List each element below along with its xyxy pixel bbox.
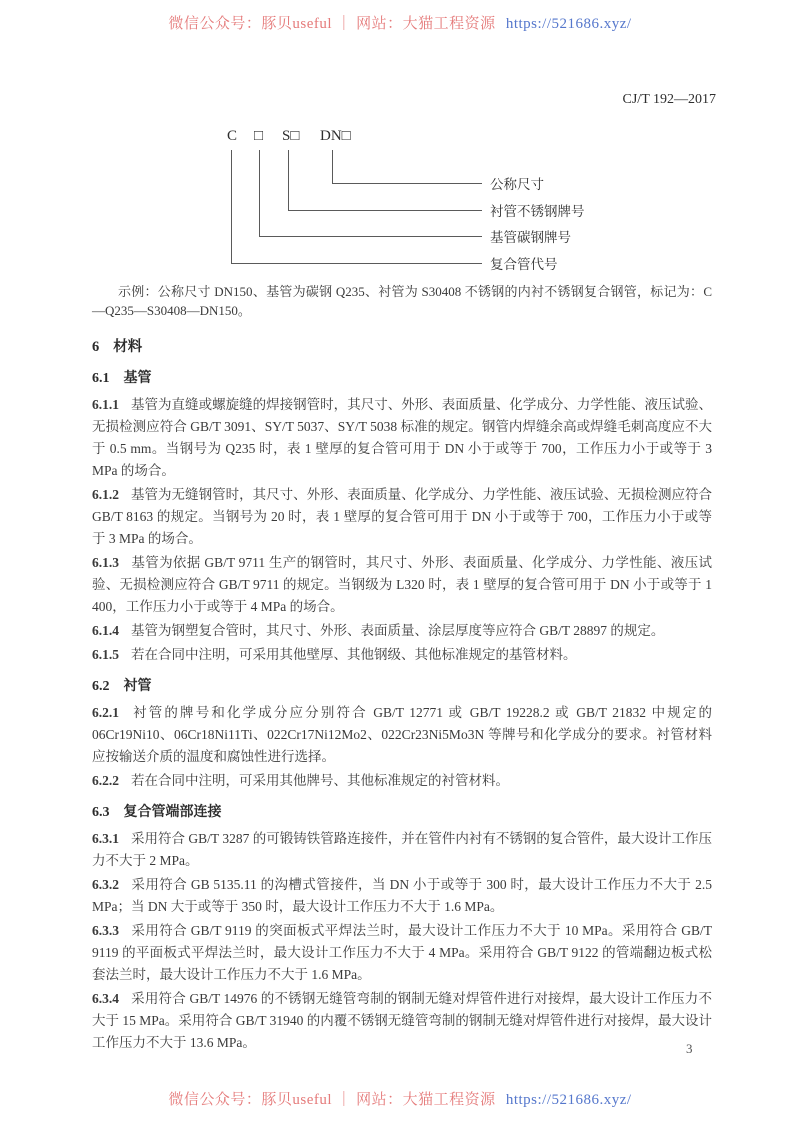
clause-text: 衬管的牌号和化学成分应分别符合 GB/T 12771 或 GB/T 19228.2 或 GB/T 21832 中规定的 06Cr19Ni10、06Cr18Ni11Ti、022Cr17Ni12Mo2、022Cr23Ni5Mo3N 等牌号和化学成分的要求。衬管材料应按输送介质的温度和腐蚀性进行选择。 <box>92 705 712 764</box>
clause-6-1-2 <box>92 484 712 550</box>
clause-text: 采用符合 GB/T 3287 的可锻铸铁管路连接件，并在管件内衬有不锈钢的复合管件，最大设计工作压力不大于 2 MPa。 <box>92 831 712 868</box>
clause-number: 6.3.4 <box>92 991 119 1006</box>
clause-6-1-3 <box>92 552 712 618</box>
clause-6-3-2 <box>92 874 712 918</box>
clause-6-3-4 <box>92 988 712 1054</box>
watermark-banner-bottom <box>0 1088 800 1109</box>
clause-6-1-5 <box>92 644 712 666</box>
watermark-text: 微信公众号：豚贝useful ｜ 网站：大猫工程资源 <box>168 16 496 32</box>
clause-number: 6.3.3 <box>92 923 119 938</box>
designation-example: 示例：公称尺寸 DN150、基管为碳钢 Q235、衬管为 S30408 不锈钢的内衬不锈钢复合钢管，标记为：C—Q235—S30408—DN150。 <box>92 284 712 318</box>
clause-6-1-1 <box>92 394 712 482</box>
clause-6-3-3 <box>92 920 712 986</box>
section-heading-6-1 <box>92 368 712 390</box>
clause-text: 采用符合 GB/T 14976 的不锈钢无缝管弯制的钢制无缝对焊管件进行对接焊，最大设计工作压力不大于 15 MPa。采用符合 GB/T 31940 的内覆不锈钢无缝管弯制的钢制无缝对焊管件进行对接焊，最大设计工作压力不大于 13.6 MPa。 <box>92 991 712 1050</box>
clause-number: 6.2.2 <box>92 773 119 788</box>
watermark-url-link[interactable]: https://521686.xyz/ <box>505 1092 632 1108</box>
designation-label: 公称尺寸 <box>490 177 544 192</box>
clause-text: 基管为钢塑复合管时，其尺寸、外形、表面质量、涂层厚度等应符合 GB/T 28897 的规定。 <box>131 623 665 638</box>
clause-number: 6.3.1 <box>92 831 119 846</box>
designation-code-part: S□ <box>282 128 300 144</box>
clause-text: 若在合同中注明，可采用其他壁厚、其他钢级、其他标准规定的基管材料。 <box>131 647 577 662</box>
document-content <box>92 124 712 1056</box>
clause-number: 6.1.5 <box>92 647 119 662</box>
designation-code-part: □ <box>254 128 264 144</box>
diagram-callout-line <box>231 150 482 264</box>
clause-6-2-1 <box>92 702 712 768</box>
clause-6-3-1 <box>92 828 712 872</box>
doc-number: CJ/T 192—2017 <box>622 92 716 107</box>
clause-number: 6.2.1 <box>92 705 119 720</box>
section-number: 6.2 <box>92 679 110 694</box>
clause-number: 6.1.3 <box>92 555 119 570</box>
page-number: 3 <box>686 1041 693 1056</box>
watermark-text: 微信公众号：豚贝useful ｜ 网站：大猫工程资源 <box>168 1092 496 1108</box>
section-heading-6-3 <box>92 802 712 824</box>
chapter-number: 6 <box>92 339 100 355</box>
designation-code-part: C <box>227 128 238 144</box>
section-number: 6.1 <box>92 371 110 386</box>
clause-text: 基管为依据 GB/T 9711 生产的钢管时，其尺寸、外形、表面质量、化学成分、力学性能、液压试验、无损检测应符合 GB/T 9711 的规定。当钢级为 L320 时，表 1 壁厚的复合管可用于 DN 小于或等于 1 400，工作压力小于或等于 4 MPa 的场合。 <box>92 555 712 614</box>
clause-text: 基管为直缝或螺旋缝的焊接钢管时，其尺寸、外形、表面质量、化学成分、力学性能、液压试验、无损检测应符合 GB/T 3091、SY/T 5037、SY/T 5038 标准的规定。钢管内焊缝余高或焊缝毛刺高度应不大于 0.5 mm。当钢号为 Q235 时，表 1 壁厚的复合管可用于 DN 小于或等于 700，工作压力小于或等于 3 MPa 的场合。 <box>92 397 712 478</box>
clause-number: 6.1.1 <box>92 397 119 412</box>
section-number: 6.3 <box>92 805 110 820</box>
watermark-banner-top <box>0 12 800 33</box>
clause-number: 6.1.4 <box>92 623 119 638</box>
designation-code-part: DN□ <box>320 128 351 144</box>
clause-text: 若在合同中注明，可采用其他牌号、其他标准规定的衬管材料。 <box>131 773 509 788</box>
section-title: 复合管端部连接 <box>123 805 222 820</box>
designation-diagram <box>92 124 712 276</box>
section-title: 基管 <box>123 371 152 386</box>
section-heading-6-2 <box>92 676 712 698</box>
chapter-title: 材料 <box>113 339 143 355</box>
designation-label: 复合管代号 <box>490 257 558 272</box>
clause-text: 采用符合 GB 5135.11 的沟槽式管接件，当 DN 小于或等于 300 时，最大设计工作压力不大于 2.5 MPa；当 DN 大于或等于 350 时，最大设计工作压力不大于 1.6 MPa。 <box>92 877 712 914</box>
clause-6-1-4 <box>92 620 712 642</box>
clause-number: 6.1.2 <box>92 487 119 502</box>
designation-label: 基管碳钢牌号 <box>490 230 571 245</box>
clause-number: 6.3.2 <box>92 877 119 892</box>
watermark-url-link[interactable]: https://521686.xyz/ <box>505 16 632 32</box>
section-title: 衬管 <box>123 679 152 694</box>
clause-6-2-2 <box>92 770 712 792</box>
clause-text: 采用符合 GB/T 9119 的突面板式平焊法兰时，最大设计工作压力不大于 10 MPa。采用符合 GB/T 9119 的平面板式平焊法兰时，最大设计工作压力不大于 4 MPa。采用符合 GB/T 9122 的管端翻边板式松套法兰时，最大设计工作压力不大于 1.6 MPa。 <box>92 923 712 982</box>
clause-text: 基管为无缝钢管时，其尺寸、外形、表面质量、化学成分、力学性能、液压试验、无损检测应符合 GB/T 8163 的规定。当钢号为 20 时，表 1 壁厚的复合管可用于 DN 小于或等于 700，工作压力小于或等于 3 MPa 的场合。 <box>92 487 712 546</box>
chapter-heading <box>92 336 712 358</box>
designation-label: 衬管不锈钢牌号 <box>490 204 585 219</box>
